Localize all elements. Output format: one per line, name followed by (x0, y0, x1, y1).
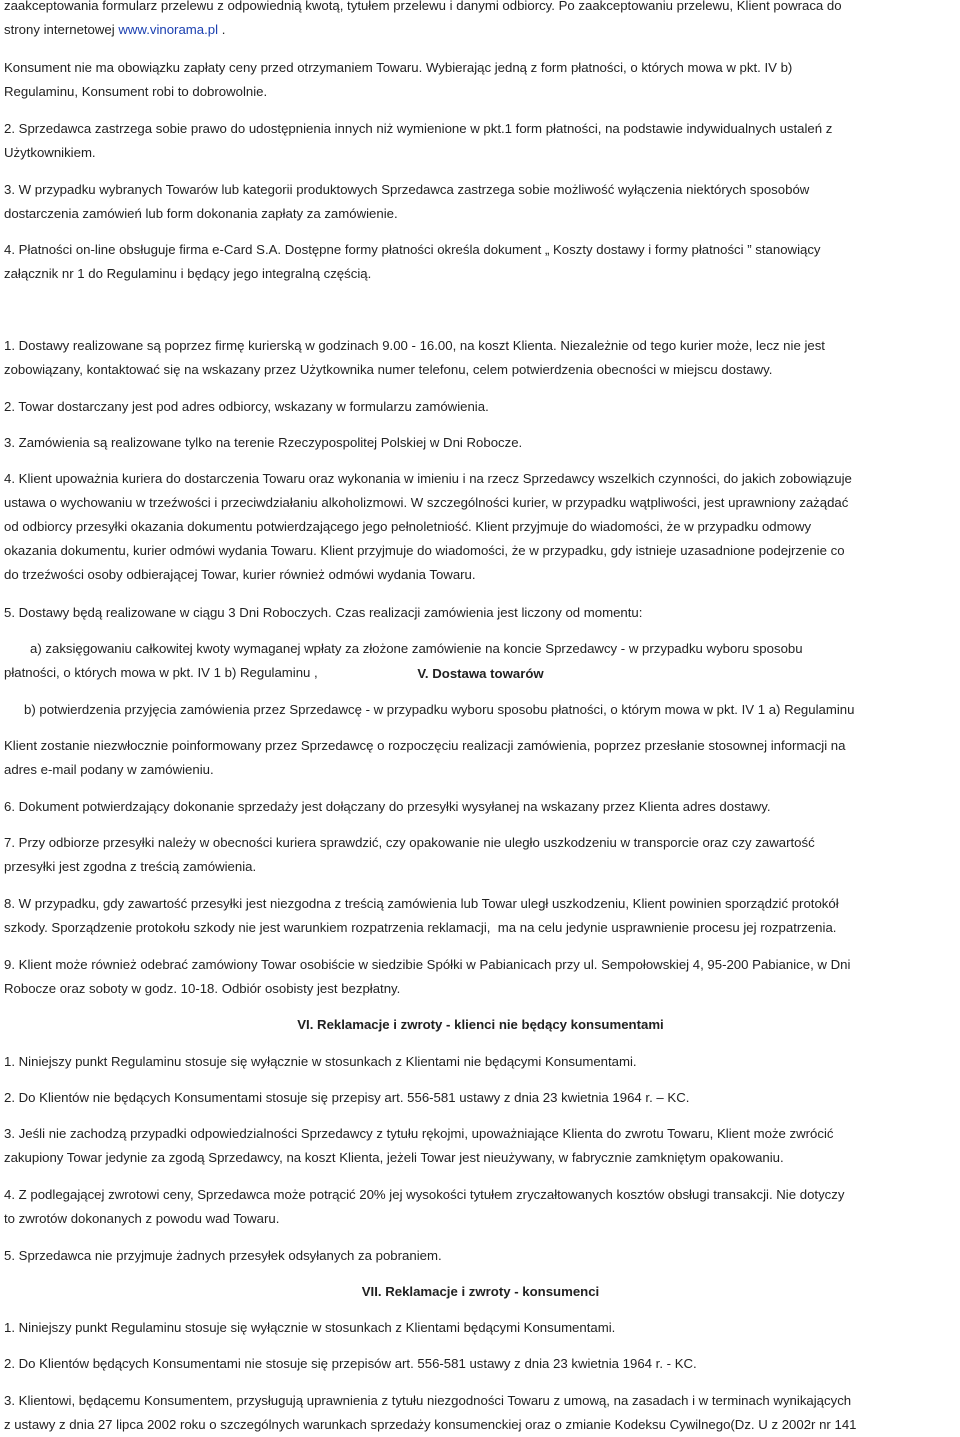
point-5a-line1: a) zaksięgowaniu całkowitej kwoty wymaganej wpłaty za złożone zamówienie na koncie Sprzedawcy - w przypadku wyboru sposobu (30, 641, 803, 656)
section-v-point-4: 4. Klient upoważnia kuriera do dostarczenia Towaru oraz wykonania w imieniu i na rzecz Sprzedawcy wszelkich czynności, do jakich zobowiązuje ustawa o wychowaniu w trzeźwości i przeciwdziałaniu alkoholizmowi. W szczególności kurier, w przypadku wątpliwości, jest uprawniony zażądać od odbiorcy przesyłki okazania dokumentu potwierdzającego jego pełnoletniość. Klient przyjmuje do wiadomości, że w przypadku odmowy okazania dokumentu, kurier odmówi wydania Towaru. Klient przyjmuje do wiadomości, że w przypadku, gdy istnieje uzasadnione podejrzenie co do trzeźwości osoby odbierającej Towar, kurier również odmówi wydania Towaru. (4, 471, 852, 582)
section-v-point-6: 6. Dokument potwierdzający dokonanie sprzedaży jest dołączany do przesyłki wysyłanej na wskazany przez Klienta adres dostawy. (4, 799, 771, 814)
paragraph-iv-2: 2. Sprzedawca zastrzega sobie prawo do udostępnienia innych niż wymienione w pkt.1 form płatności, na podstawie indywidualnych ustaleń z Użytkownikiem. (4, 121, 833, 160)
transfer-text-line1: zaakceptowania formularz przelewu z odpowiednią kwotą, tytułem przelewu i danymi odbiorcy. Po zaakceptowaniu przelewu, Klient powraca do (4, 0, 842, 13)
point-5a-line2: płatności, o których mowa w pkt. IV 1 b) Regulaminu , (4, 665, 318, 680)
section-v-point-9: 9. Klient może również odebrać zamówiony Towar osobiście w siedzibie Spółki w Pabianicach przy ul. Sempołowskiej 4, 95-200 Pabianice, w Dni Robocze oraz soboty w godz. 10-18. Odbiór osobisty jest bezpłatny. (4, 957, 851, 996)
section-vii-point-2: 2. Do Klientów będących Konsumentami nie stosuje się przepisów art. 556-581 ustawy z dnia 23 kwietnia 1964 r. - KC. (4, 1356, 697, 1371)
section-v-point-5: 5. Dostawy będą realizowane w ciągu 3 Dni Roboczych. Czas realizacji zamówienia jest liczony od momentu: (4, 605, 643, 620)
section-vi-point-1: 1. Niniejszy punkt Regulaminu stosuje się wyłącznie w stosunkach z Klientami nie będącymi Konsumentami. (4, 1054, 637, 1069)
section-v-point-3: 3. Zamówienia są realizowane tylko na terenie Rzeczypospolitej Polskiej w Dni Robocze. (4, 435, 523, 450)
paragraph-konsument: Konsument nie ma obowiązku zapłaty ceny przed otrzymaniem Towaru. Wybierając jedną z form płatności, o których mowa w pkt. IV b) Regulaminu, Konsument robi to dobrowolnie. (4, 60, 793, 99)
section-vii-point-1: 1. Niniejszy punkt Regulaminu stosuje się wyłącznie w stosunkach z Klientami będącymi Konsumentami. (4, 1320, 616, 1335)
vinorama-link[interactable]: www.vinorama.pl (118, 22, 219, 37)
section-v-point-1: 1. Dostawy realizowane są poprzez firmę kurierską w godzinach 9.00 - 16.00, na koszt Klienta. Niezależnie od tego kurier może, lecz nie jest zobowiązany, kontaktować się na wskazany przez Użytkownika numer telefonu, celem potwierdzenia obecności w miejscu dostawy. (4, 338, 825, 377)
section-vi-point-2: 2. Do Klientów nie będących Konsumentami stosuje się przepisy art. 556-581 ustawy z dnia 23 kwietnia 1964 r. – KC. (4, 1090, 690, 1105)
section-v-point-5c: Klient zostanie niezwłocznie poinformowany przez Sprzedawcę o rozpoczęciu realizacji zamówienia, poprzez przesłanie stosownej informacji na adres e-mail podany w zamówieniu. (4, 738, 846, 777)
paragraph-transfer-intro (4, 0, 957, 42)
section-v-point-8: 8. W przypadku, gdy zawartość przesyłki jest niezgodna z treścią zamówienia lub Towar uległ uszkodzeniu, Klient powinien sporządzić protokół szkody. Sporządzenie protokołu szkody nie jest warunkiem rozpatrzenia reklamacji, ma na celu jedynie usprawnienie procesu jej rozpatrzenia. (4, 896, 839, 935)
section-vi-point-3: 3. Jeśli nie zachodzą przypadki odpowiedzialności Sprzedawcy z tytułu rękojmi, upoważniające Klienta do zwrotu Towaru, Klient może zwrócić zakupiony Towar jedynie za zgodą Sprzedawcy, na koszt Klienta, jeżeli Towar jest nieużywany, w fabrycznie zamkniętym opakowaniu. (4, 1126, 834, 1165)
transfer-text-line2-post: . (218, 22, 226, 37)
section-v-point-5a (4, 637, 957, 685)
section-v-point-5b: b) potwierdzenia przyjęcia zamówienia przez Sprzedawcę - w przypadku wyboru sposobu płatności, o którym mowa w pkt. IV 1 a) Regulaminu (24, 702, 855, 717)
section-vi-point-5: 5. Sprzedawca nie przyjmuje żadnych przesyłek odsyłanych za pobraniem. (4, 1248, 442, 1263)
paragraph-iv-4: 4. Płatności on-line obsługuje firma e-Card S.A. Dostępne formy płatności określa dokument „ Koszty dostawy i formy płatności ” stanowiący załącznik nr 1 do Regulaminu i będący jego integralną częścią. (4, 242, 821, 281)
section-vi-heading: VI. Reklamacje i zwroty - klienci nie będący konsumentami (297, 1017, 664, 1032)
section-vii-point-3: 3. Klientowi, będącemu Konsumentem, przysługują uprawnienia z tytułu niezgodności Towaru z umową, na zasadach i w terminach wynikających z ustawy z dnia 27 lipca 2002 roku o szczególnych warunkach sprzedaży konsumenckiej oraz o zmianie Kodeksu Cywilnego(Dz. U z 2002r nr 141 (4, 1393, 857, 1432)
section-vii-heading: VII. Reklamacje i zwroty - konsumenci (361, 1284, 600, 1299)
paragraph-iv-3: 3. W przypadku wybranych Towarów lub kategorii produktowych Sprzedawca zastrzega sobie możliwość wyłączenia niektórych sposobów dostarczenia zamówień lub form dokonania zapłaty za zamówienie. (4, 182, 810, 221)
section-vi-point-4: 4. Z podlegającej zwrotowi ceny, Sprzedawca może potrącić 20% jej wysokości tytułem zryczałtowanych kosztów obsługi transakcji. Nie dotyczy to zwrotów dokonanych z powodu wad Towaru. (4, 1187, 845, 1226)
transfer-text-line2-pre: strony internetowej (4, 22, 119, 37)
section-v-point-7: 7. Przy odbiorze przesyłki należy w obecności kuriera sprawdzić, czy opakowanie nie uległo uszkodzeniu w transporcie oraz czy zawartość przesyłki jest zgodna z treścią zamówienia. (4, 835, 815, 874)
section-v-heading: V. Dostawa towarów (417, 666, 544, 681)
section-v-point-2: 2. Towar dostarczany jest pod adres odbiorcy, wskazany w formularzu zamówienia. (4, 399, 489, 414)
